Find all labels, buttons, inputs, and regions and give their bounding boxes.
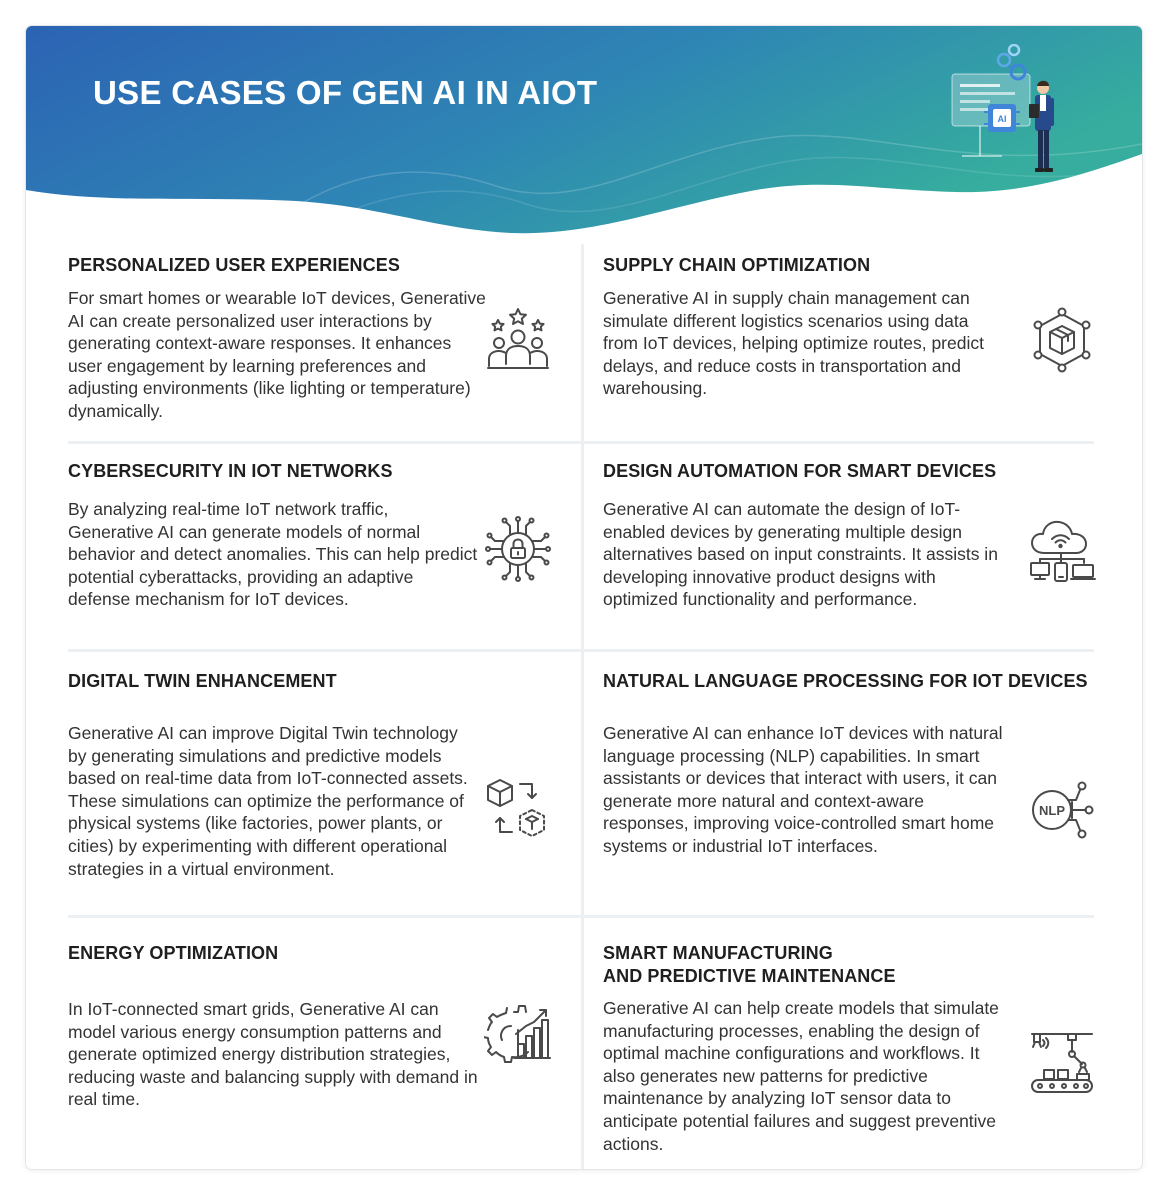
ai-illustration-icon	[922, 44, 1122, 184]
row-divider	[68, 441, 582, 444]
package-network-icon	[1028, 306, 1096, 374]
section-body: Generative AI can improve Digital Twin technology by generating simulations and predictive models based on real-time data from IoT-connected assets. These simulations can optimize the performance of physical systems (like factories, power plants, or cities) by experimenting with different operational strategies in a virtual environment.	[68, 723, 468, 879]
row-divider	[584, 649, 1094, 652]
circuit-lock-icon	[484, 515, 552, 583]
users-stars-icon	[484, 306, 552, 374]
row-divider	[584, 915, 1094, 918]
svg-text:AI: AI	[997, 114, 1007, 124]
page-title: USE CASES OF GEN AI IN AIOT	[93, 74, 598, 111]
gear-chart-icon	[484, 1000, 552, 1068]
section-body: By analyzing real-time IoT network traffic, Generative AI can generate models of normal behavior and detect anomalies. This can help predict potential cyberattacks, providing an adaptive defense mechanism for IoT devices.	[68, 499, 478, 610]
section-body: Generative AI can automate the design of IoT-enabled devices by generating multiple design alternatives based on input constraints. It assists in developing innovative product designs with optimized functionality and performance.	[603, 499, 998, 610]
svg-text:NLP: NLP	[1039, 803, 1065, 818]
column-divider	[581, 244, 584, 1169]
section-body: Generative AI can enhance IoT devices with natural language processing (NLP) capabilities. In smart assistants or devices that interact with users, it can generate more natural and context-aware responses, improving voice-controlled smart home systems or industrial IoT interfaces.	[603, 723, 1003, 856]
section-title: CYBERSECURITY IN IOT NETWORKS	[68, 461, 393, 481]
section-body: Generative AI can help create models that simulate manufacturing processes, enabling the design of optimal machine configurations and workflows. It also generates new patterns for predictive maintenance by analyzing IoT sensor data to anticipate potential failures and suggest preventive actions.	[603, 998, 999, 1154]
section-title: ENERGY OPTIMIZATION	[68, 943, 279, 963]
row-divider	[68, 915, 582, 918]
section-title: SUPPLY CHAIN OPTIMIZATION	[603, 255, 871, 275]
section-body: Generative AI in supply chain management can simulate different logistics scenarios using data from IoT devices, helping optimize routes, predict delays, and reduce costs in transportation and warehousing.	[603, 288, 984, 399]
row-divider	[584, 441, 1094, 444]
section-title: NATURAL LANGUAGE PROCESSING FOR IOT DEVICES	[603, 671, 1088, 691]
robot-arm-conveyor-icon	[1028, 1030, 1096, 1098]
section-title: SMART MANUFACTURING AND PREDICTIVE MAINTENANCE	[603, 943, 896, 986]
section-title: DESIGN AUTOMATION FOR SMART DEVICES	[603, 461, 997, 481]
nlp-icon	[1028, 776, 1096, 844]
section-title: PERSONALIZED USER EXPERIENCES	[68, 255, 400, 275]
digital-twin-icon	[482, 774, 550, 842]
infographic-card	[26, 26, 1142, 1169]
section-body: For smart homes or wearable IoT devices, Generative AI can create personalized user interactions by generating context-aware responses. It enhances user engagement by learning preferences and adjusting environments (like lighting or temperature) dynamically.	[68, 288, 486, 421]
section-body: In IoT-connected smart grids, Generative AI can model various energy consumption patterns and generate optimized energy distribution strategies, reducing waste and balancing supply with demand in real time.	[68, 999, 478, 1110]
cloud-devices-icon	[1028, 517, 1096, 585]
section-title: DIGITAL TWIN ENHANCEMENT	[68, 671, 337, 691]
header-banner	[26, 26, 1142, 246]
row-divider	[68, 649, 582, 652]
